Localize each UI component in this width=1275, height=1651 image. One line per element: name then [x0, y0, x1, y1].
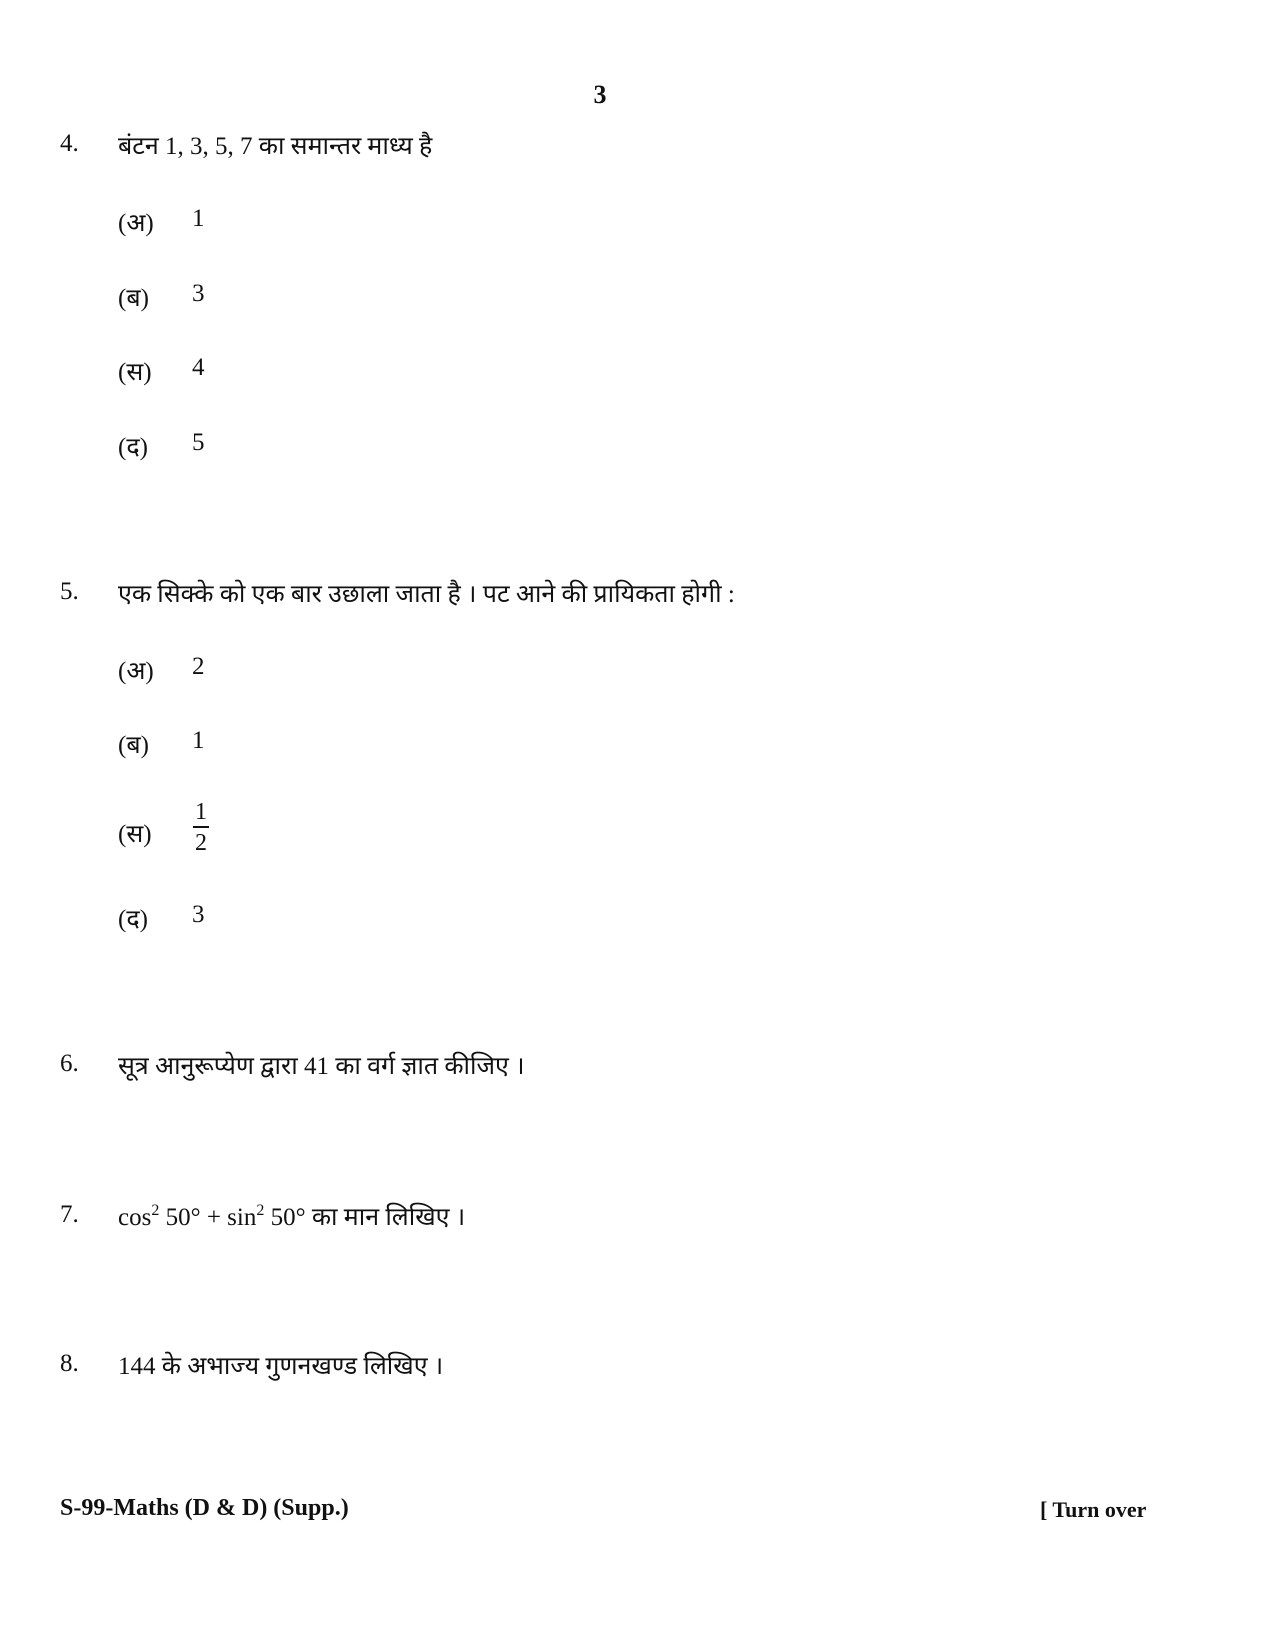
- option-value: 2: [192, 653, 205, 680]
- cos-text: cos: [118, 1204, 152, 1231]
- question-text: एक सिक्के को एक बार उछाला जाता है । पट आने की प्रायिकता होगी :: [118, 581, 735, 608]
- turn-over-note: [ Turn over: [1040, 1497, 1147, 1522]
- question-number: 6.: [60, 1050, 79, 1077]
- option-value: 1: [192, 727, 205, 754]
- option-label: (ब): [118, 732, 149, 759]
- option-label: (ब): [118, 285, 149, 312]
- option-value: 3: [192, 901, 205, 928]
- question-number: 5.: [60, 578, 79, 605]
- expr-rest: 50° का मान लिखिए ।: [264, 1204, 466, 1231]
- question-text: सूत्र आनुरूप्येण द्वारा 41 का वर्ग ज्ञात कीजिए ।: [118, 1053, 525, 1080]
- option-label: (द): [118, 906, 148, 933]
- fraction-numerator: 1: [195, 799, 207, 825]
- option-value: 1: [192, 205, 205, 232]
- option-value: 3: [192, 280, 205, 307]
- question-text: 144 के अभाज्य गुणनखण्ड लिखिए ।: [118, 1353, 444, 1380]
- exponent: 2: [151, 1202, 160, 1219]
- option-label: (अ): [118, 658, 154, 685]
- question-number: 8.: [60, 1350, 79, 1377]
- exponent: 2: [256, 1202, 265, 1219]
- fraction-denominator: 2: [195, 830, 207, 856]
- option-label: (स): [118, 359, 152, 386]
- option-label: (द): [118, 434, 148, 461]
- question-text: बंटन 1, 3, 5, 7 का समान्तर माध्य है: [118, 133, 433, 160]
- page-number: 3: [593, 80, 607, 109]
- option-label: (स): [118, 821, 152, 848]
- paper-code: S-99-Maths (D & D) (Supp.): [60, 1495, 349, 1521]
- fraction-one-half: [192, 800, 210, 855]
- option-value: 5: [192, 429, 205, 456]
- question-text: [118, 1199, 465, 1233]
- fraction-bar: [193, 826, 209, 828]
- expr-mid: 50° + sin: [159, 1204, 257, 1231]
- option-value: 4: [192, 354, 205, 381]
- question-number: 7.: [60, 1201, 79, 1228]
- option-label: (अ): [118, 210, 154, 237]
- question-number: 4.: [60, 130, 79, 157]
